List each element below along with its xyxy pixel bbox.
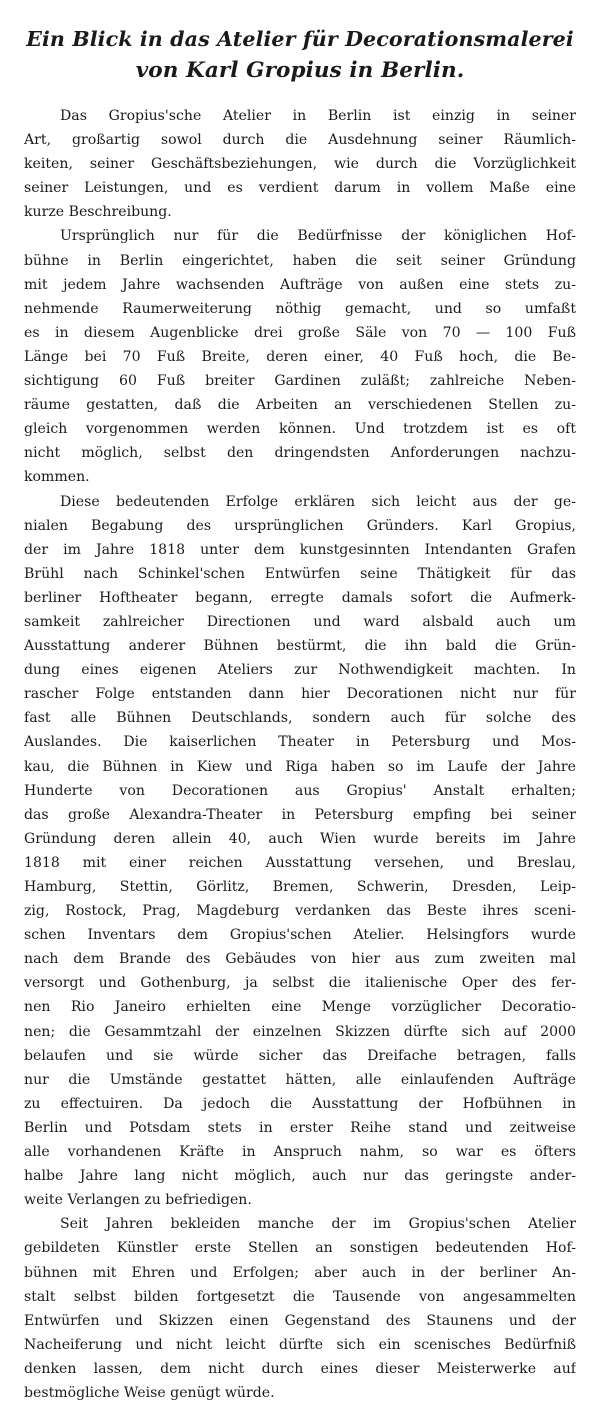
text-line: Hunderte von Decorationen aus Gropius' Anstalt erhalten; (24, 782, 576, 799)
text-line: räume gestatten, daß die Arbeiten an verschiedenen Stellen zu- (24, 397, 576, 414)
text-line: gleich vorgenommen werden können. Und trotzdem ist es oft (24, 421, 576, 438)
text-line: versorgt und Gothenburg, ja selbst die italienische Oper des fer- (24, 975, 576, 992)
text-line: kommen. (24, 469, 90, 486)
text-line: es in diesem Augenblicke drei große Säle von 70 — 100 Fuß (24, 324, 576, 341)
text-line: Diese bedeutenden Erfolge erklären sich leicht aus der ge- (60, 493, 576, 510)
text-line: berliner Hoftheater begann, erregte damals sofort die Aufmerk- (24, 589, 576, 606)
text-line: bestmögliche Weise genügt würde. (24, 1384, 275, 1401)
paragraph (24, 224, 576, 489)
text-line: belaufen und sie würde sicher das Dreifache betragen, falls (24, 1047, 576, 1064)
text-line: Das Gropius'sche Atelier in Berlin ist einzig in seiner (60, 108, 576, 124)
text-line: der im Jahre 1818 unter dem kunstgesinnten Intendanten Grafen (24, 541, 576, 558)
text-line: kau, die Bühnen in Kiew und Riga haben so im Laufe der Jahre (24, 758, 576, 775)
paragraph (24, 490, 576, 1213)
text-line: das große Alexandra-Theater in Petersburg empfing bei seiner (24, 806, 576, 823)
text-line: nur die Umstände gestattet hätten, alle einlaufenden Aufträge (24, 1071, 576, 1088)
text-line: mit jedem Jahre wachsenden Aufträge von außen eine stets zu- (24, 276, 576, 293)
text-line: schen Inventars dem Gropius'schen Atelier. Helsingfors wurde (24, 927, 576, 944)
title-line-1: Ein Blick in das Atelier für Decorationsmalerei (26, 27, 574, 51)
text-line: halbe Jahre lang nicht möglich, auch nur das geringste ander- (24, 1168, 576, 1185)
text-line: Nacheiferung und nicht leicht dürfte sich ein scenisches Bedürfniß (24, 1336, 576, 1353)
text-line: rascher Folge entstanden dann hier Decorationen nicht nur für (24, 686, 576, 703)
text-line: nen; die Gesammtzahl der einzelnen Skizzen dürfte sich auf 2000 (24, 1023, 576, 1040)
text-line: Hamburg, Stettin, Görlitz, Bremen, Schwerin, Dresden, Leip- (24, 879, 576, 895)
text-line: Länge bei 70 Fuß Breite, deren einer, 40 Fuß hoch, die Be- (24, 348, 576, 365)
text-line: sichtigung 60 Fuß breiter Gardinen zuläßt; zahlreiche Neben- (24, 373, 576, 390)
text-line: nialen Begabung des ursprünglichen Gründers. Karl Gropius, (24, 517, 576, 534)
text-line: Ausstattung anderer Bühnen bestürmt, die ihn bald die Grün- (24, 638, 576, 655)
text-line: nach dem Brande des Gebäudes von hier aus zum zweiten mal (24, 951, 576, 968)
text-line: Gründung deren allein 40, auch Wien wurde bereits im Jahre (24, 830, 576, 847)
text-line: Berlin und Potsdam stets in erster Reihe stand und zeitweise (24, 1119, 576, 1136)
text-line: zu effectuiren. Da jedoch die Ausstattung der Hofbühnen in (24, 1095, 576, 1112)
text-line: keiten, seiner Geschäftsbeziehungen, wie durch die Vorzüglichkeit (24, 156, 576, 173)
text-line: nen Rio Janeiro erhielten eine Menge vorzüglicher Decoratio- (24, 999, 576, 1016)
text-line: fast alle Bühnen Deutschlands, sondern auch für solche des (24, 710, 576, 727)
text-line: Seit Jahren bekleiden manche der im Gropius'schen Atelier (60, 1216, 576, 1233)
text-line: kurze Beschreibung. (24, 204, 172, 221)
title-line-2: von Karl Gropius in Berlin. (135, 58, 465, 83)
text-line: 1818 mit einer reichen Ausstattung versehen, und Breslau, (24, 854, 576, 871)
text-line: Entwürfen und Skizzen einen Gegenstand des Staunens und der (24, 1312, 576, 1329)
text-line: gebildeten Künstler erste Stellen an sonstigen bedeutenden Hof- (24, 1240, 576, 1257)
text-line: Ursprünglich nur für die Bedürfnisse der königlichen Hof- (60, 228, 576, 245)
text-line: zig, Rostock, Prag, Magdeburg verdanken das Beste ihres sceni- (24, 903, 576, 920)
text-line: nicht möglich, selbst den dringendsten Anforderungen nachzu- (24, 445, 576, 462)
text-line: samkeit zahlreicher Directionen und ward alsbald auch um (24, 613, 576, 630)
text-line: Art, großartig sowol durch die Ausdehnung seiner Räumlich- (24, 132, 576, 149)
text-line: denken lassen, dem nicht durch eines dieser Meisterwerke auf (24, 1360, 576, 1377)
text-line: stalt selbst bilden fortgesetzt die Tausende von angesammelten (24, 1288, 576, 1305)
text-line: bühne in Berlin eingerichtet, haben die seit seiner Gründung (24, 252, 576, 269)
text-line: alle vorhandenen Kräfte in Anspruch nahm, so war es öfters (24, 1144, 576, 1161)
text-line: seiner Leistungen, und es verdient darum in vollem Maße eine (24, 180, 576, 197)
text-line: Brühl nach Schinkel'schen Entwürfen seine Thätigkeit für das (24, 565, 576, 582)
text-line: weite Verlangen zu befriedigen. (24, 1192, 252, 1209)
text-line: nehmende Raumerweiterung nöthig gemacht, und so umfaßt (24, 300, 576, 317)
text-line: bühnen mit Ehren und Erfolgen; aber auch in der berliner An- (24, 1264, 576, 1281)
article-title (24, 24, 576, 86)
article-body (24, 104, 576, 1405)
text-line: Auslandes. Die kaiserlichen Theater in Petersburg und Mos- (24, 734, 576, 751)
paragraph (24, 104, 576, 224)
text-line: dung eines eigenen Ateliers zur Nothwendigkeit machten. In (24, 662, 576, 679)
